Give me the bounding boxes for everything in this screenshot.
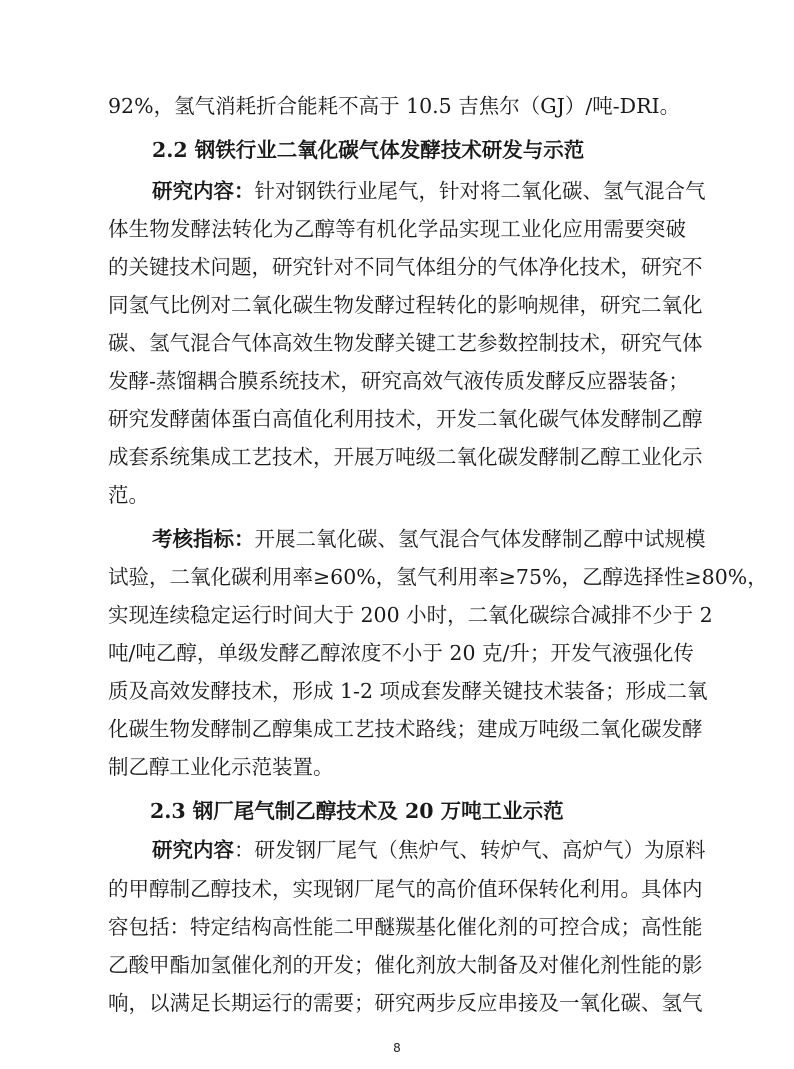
assessment-indicators-label: 考核指标： — [152, 527, 255, 551]
section-heading-2-3: 2.3 钢厂尾气制乙醇技术及 20 万吨工业示范 — [150, 799, 564, 823]
paragraph-line: 范。 — [108, 483, 149, 507]
paragraph-line: 吨/吨乙醇，单级发酵乙醇浓度不小于 20 克/升；开发气液强化传 — [108, 641, 694, 665]
paragraph-line: 成套系统集成工艺技术，开展万吨级二氧化碳发酵制乙醇工业化示 — [108, 445, 703, 469]
paragraph-line: 化碳生物发酵制乙醇集成工艺技术路线；建成万吨级二氧化碳发酵 — [108, 717, 703, 741]
paragraph-line: 发酵-蒸馏耦合膜系统技术，研究高效气液传质发酵反应器装备； — [108, 369, 689, 393]
paragraph-line: 碳、氢气混合气体高效生物发酵关键工艺参数控制技术，研究气体 — [108, 331, 703, 355]
paragraph-line: 考核指标：开展二氧化碳、氢气混合气体发酵制乙醇中试规模 — [152, 527, 706, 551]
paragraph-line: 的关键技术问题，研究针对不同气体组分的气体净化技术，研究不 — [108, 255, 703, 279]
paragraph-line: 质及高效发酵技术，形成 1-2 项成套发酵关键技术装备；形成二氧 — [108, 679, 708, 703]
paragraph-line: 响，以满足长期运行的需要；研究两步反应串接及一氧化碳、氢气 — [108, 991, 703, 1015]
research-content-label: 研究内容： — [152, 179, 255, 203]
paragraph-line: 乙酸甲酯加氢催化剂的开发；催化剂放大制备及对催化剂性能的影 — [108, 953, 703, 977]
paragraph-line: 实现连续稳定运行时间大于 200 小时，二氧化碳综合减排不少于 2 — [108, 603, 713, 627]
paragraph-line: 研究内容：针对钢铁行业尾气，针对将二氧化碳、氢气混合气 — [152, 179, 706, 203]
paragraph-line: 制乙醇工业化示范装置。 — [108, 755, 334, 779]
section-heading-2-2: 2.2 钢铁行业二氧化碳气体发酵技术研发与示范 — [152, 138, 585, 162]
paragraph-line: 试验，二氧化碳利用率≥60%，氢气利用率≥75%，乙醇选择性≥80%， — [108, 565, 768, 589]
research-content-label: 研究内容 — [152, 838, 234, 862]
paragraph-line: 92%，氢气消耗折合能耗不高于 10.5 吉焦尔（GJ）/吨-DRI。 — [108, 94, 681, 118]
paragraph-line: 研究内容：研发钢厂尾气（焦炉气、转炉气、高炉气）为原料 — [152, 838, 706, 862]
paragraph-line: 容包括：特定结构高性能二甲醚羰基化催化剂的可控合成；高性能 — [108, 915, 703, 939]
paragraph-line: 研究发酵菌体蛋白高值化利用技术，开发二氧化碳气体发酵制乙醇 — [108, 407, 703, 431]
paragraph-line: 的甲醇制乙醇技术，实现钢厂尾气的高价值环保转化利用。具体内 — [108, 877, 703, 901]
paragraph-line: 体生物发酵法转化为乙醇等有机化学品实现工业化应用需要突破 — [108, 217, 686, 241]
paragraph-line: 同氢气比例对二氧化碳生物发酵过程转化的影响规律，研究二氧化 — [108, 293, 703, 317]
page-number: 8 — [393, 1041, 401, 1055]
